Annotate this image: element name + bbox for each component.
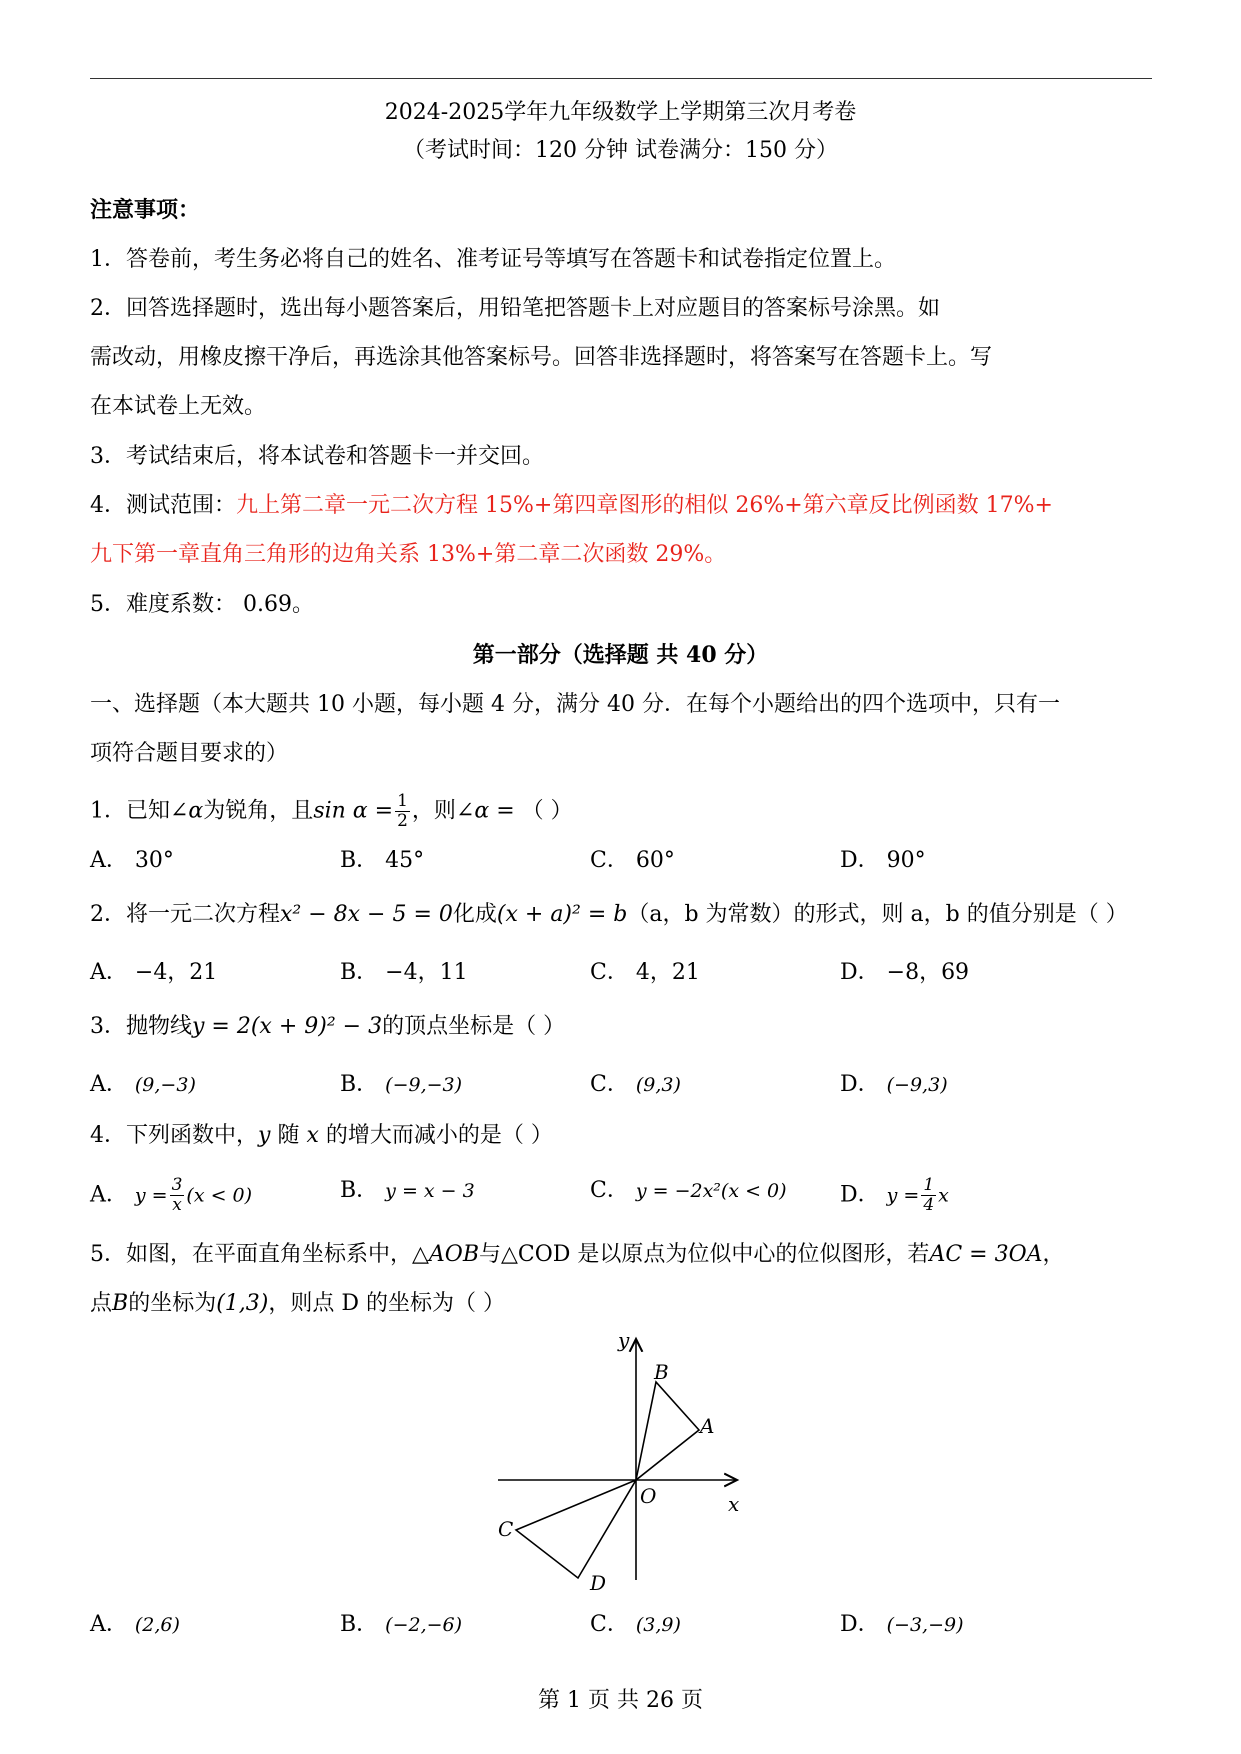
q4-option-a-lhs: y = bbox=[134, 1184, 168, 1207]
q5-option-b bbox=[340, 1610, 462, 1640]
q4-option-d-denominator: 4 bbox=[923, 1195, 935, 1215]
q2-prefix: 2．将一元二次方程 bbox=[90, 902, 280, 927]
q4-option-a bbox=[90, 1176, 252, 1215]
q3-option-b-label: B． bbox=[340, 1072, 379, 1097]
q1-option-d: D． 90° bbox=[840, 848, 926, 873]
q3-option-a-label: A． bbox=[90, 1072, 128, 1097]
q4-option-b-value: y = x − 3 bbox=[385, 1180, 475, 1202]
triangle-aob bbox=[636, 1382, 699, 1480]
q4-option-d-fraction bbox=[921, 1176, 936, 1215]
notice-item-5: 5．难度系数： 0.69。 bbox=[90, 592, 314, 617]
q1-fraction bbox=[395, 792, 410, 831]
q3-option-c-label: C． bbox=[590, 1072, 629, 1097]
question-2 bbox=[90, 900, 1128, 930]
q3-option-c bbox=[590, 1070, 681, 1100]
q5-line-2-tail: ，则点 D 的坐标为（ ） bbox=[268, 1291, 505, 1316]
point-c-label: C bbox=[498, 1517, 514, 1541]
q3-option-d bbox=[840, 1070, 948, 1100]
q4-option-a-denominator: x bbox=[172, 1195, 182, 1215]
notice-item-1: 1．答卷前，考生务必将自己的姓名、准考证号等填写在答题卡和试卷指定位置上。 bbox=[90, 247, 896, 272]
q2-target-form: (x + a)² = b bbox=[496, 902, 628, 927]
q4-option-b bbox=[340, 1176, 475, 1206]
question-3 bbox=[90, 1012, 565, 1042]
q5-option-d bbox=[840, 1610, 964, 1640]
q2-option-a: A． −4，21 bbox=[90, 960, 218, 985]
q3-option-d-label: D． bbox=[840, 1072, 880, 1097]
q4-prefix: 4．下列函数中， bbox=[90, 1123, 258, 1148]
q4-option-c-value: y = −2x²(x < 0) bbox=[635, 1180, 787, 1202]
q1-numerator: 1 bbox=[397, 791, 408, 811]
q5-point-b: B bbox=[112, 1291, 129, 1316]
notice-item-4-scope-cont: 九下第一章直角三角形的边角关系 13%+第二章二次函数 29%。 bbox=[90, 542, 727, 567]
q3-option-a-value: (9,−3) bbox=[134, 1074, 196, 1096]
q3-option-d-value: (−9,3) bbox=[886, 1074, 948, 1096]
notice-item-4-scope: 九上第二章一元二次方程 15%+第四章图形的相似 26%+第六章反比例函数 17%+ bbox=[236, 493, 1053, 518]
q4-option-d-lhs: y = bbox=[886, 1184, 920, 1207]
question-5-line-1 bbox=[90, 1240, 1065, 1270]
section-intro-b: 项符合题目要求的） bbox=[90, 741, 289, 766]
header-rule bbox=[90, 78, 1152, 79]
q5-prefix: 5．如图，在平面直角坐标系中， bbox=[90, 1242, 412, 1267]
q1-angle: ∠α bbox=[170, 798, 204, 824]
q5-option-d-label: D． bbox=[840, 1612, 880, 1637]
q5-option-a-value: (2,6) bbox=[134, 1614, 180, 1636]
q4-option-d bbox=[840, 1176, 949, 1215]
q2-option-b: B． −4，11 bbox=[340, 960, 468, 985]
triangle-cod bbox=[516, 1480, 636, 1578]
q1-tail: ，则 bbox=[411, 798, 456, 824]
point-b-label: B bbox=[654, 1360, 669, 1384]
q4-option-a-fraction bbox=[170, 1176, 185, 1215]
q1-option-b: B． 45° bbox=[340, 848, 425, 873]
q4-option-d-rhs: x bbox=[938, 1184, 949, 1207]
point-d-label: D bbox=[590, 1571, 607, 1595]
q5-option-c-label: C． bbox=[590, 1612, 629, 1637]
q4-var-x: x bbox=[306, 1123, 319, 1148]
q2-option-d: D． −8，69 bbox=[840, 960, 970, 985]
q5-option-b-value: (−2,−6) bbox=[385, 1614, 463, 1636]
q2-tail: （a，b 为常数）的形式，则 a，b 的值分别是（ ） bbox=[627, 902, 1128, 927]
q3-prefix: 3．抛物线 bbox=[90, 1014, 192, 1039]
q2-option-c: C． 4，21 bbox=[590, 960, 700, 985]
q5-figure bbox=[490, 1325, 750, 1595]
q2-mid: 化成 bbox=[452, 902, 497, 927]
q5-mid: 与△COD 是以原点为位似中心的位似图形，若 bbox=[479, 1242, 930, 1267]
q5-line-2-mid: 的坐标为 bbox=[128, 1291, 217, 1316]
q4-option-b-label: B． bbox=[340, 1178, 379, 1203]
q5-coordinate: (1,3) bbox=[216, 1291, 269, 1316]
q3-option-c-value: (9,3) bbox=[635, 1074, 681, 1096]
notice-item-2a: 2．回答选择题时，选出每小题答案后，用铅笔把答题卡上对应题目的答案标号涂黑。如 bbox=[90, 296, 940, 321]
q4-option-d-numerator: 1 bbox=[923, 1175, 935, 1195]
exam-subtitle: （考试时间：120 分钟 试卷满分：150 分） bbox=[403, 138, 838, 163]
y-axis-label: y bbox=[618, 1328, 630, 1352]
origin-label: O bbox=[640, 1484, 657, 1508]
q4-var-y: y bbox=[258, 1123, 271, 1148]
notice-item-3: 3．考试结束后，将本试卷和答题卡一并交回。 bbox=[90, 444, 544, 469]
q5-option-b-label: B． bbox=[340, 1612, 379, 1637]
q3-option-b-value: (−9,−3) bbox=[385, 1074, 463, 1096]
page-footer: 第 1 页 共 26 页 bbox=[538, 1688, 703, 1713]
q3-option-b bbox=[340, 1070, 462, 1100]
q1-denominator: 2 bbox=[397, 811, 408, 831]
x-axis-label: x bbox=[728, 1492, 740, 1516]
q4-mid: 随 bbox=[277, 1123, 300, 1148]
notice-item-4-prefix: 4．测试范围： bbox=[90, 493, 236, 518]
q5-option-c bbox=[590, 1610, 681, 1640]
q3-tail: 的顶点坐标是（ ） bbox=[382, 1014, 566, 1039]
q4-option-c-label: C． bbox=[590, 1178, 629, 1203]
q5-line-2-prefix: 点 bbox=[90, 1291, 113, 1316]
notice-item-4 bbox=[90, 491, 1053, 521]
q1-mid: 为锐角，且 bbox=[203, 798, 314, 824]
q3-option-a bbox=[90, 1070, 196, 1100]
q5-condition: AC = 3OA bbox=[929, 1242, 1043, 1267]
q1-option-a: A． 30° bbox=[90, 848, 174, 873]
question-5-line-2 bbox=[90, 1289, 505, 1319]
q4-tail: 的增大而减小的是（ ） bbox=[325, 1123, 553, 1148]
q1-sin: sin α = bbox=[313, 798, 394, 824]
q4-option-a-rhs: (x < 0) bbox=[186, 1184, 253, 1207]
q5-tail: ， bbox=[1042, 1242, 1065, 1267]
notice-item-2b: 需改动，用橡皮擦干净后，再选涂其他答案标号。回答非选择题时，将答案写在答题卡上。写 bbox=[90, 345, 993, 370]
q5-option-d-value: (−3,−9) bbox=[886, 1614, 964, 1636]
notice-heading: 注意事项： bbox=[90, 197, 201, 223]
q5-option-c-value: (3,9) bbox=[635, 1614, 681, 1636]
q1-option-c: C． 60° bbox=[590, 848, 675, 873]
point-a-label: A bbox=[700, 1414, 715, 1438]
q5-triangle-aob: △AOB bbox=[412, 1242, 480, 1267]
q5-option-a-label: A． bbox=[90, 1612, 128, 1637]
q1-bracket: （ ） bbox=[521, 798, 573, 824]
q2-equation: x² − 8x − 5 = 0 bbox=[280, 902, 453, 927]
q3-equation: y = 2(x + 9)² − 3 bbox=[192, 1014, 383, 1039]
q5-option-a bbox=[90, 1610, 180, 1640]
q4-option-a-label: A． bbox=[90, 1182, 128, 1208]
q1-angle-2: ∠α = bbox=[455, 798, 515, 824]
q1-prefix: 1．已知 bbox=[90, 798, 170, 824]
question-4 bbox=[90, 1121, 553, 1151]
exam-title: 2024-2025学年九年级数学上学期第三次月考卷 bbox=[384, 100, 857, 125]
q4-option-a-numerator: 3 bbox=[171, 1175, 183, 1195]
q4-option-d-label: D． bbox=[840, 1182, 880, 1208]
question-1 bbox=[90, 792, 573, 831]
q4-option-c bbox=[590, 1176, 787, 1206]
section-title: 第一部分（选择题 共 40 分） bbox=[472, 642, 769, 668]
notice-item-2c: 在本试卷上无效。 bbox=[90, 394, 267, 419]
section-intro-a: 一、选择题（本大题共 10 小题，每小题 4 分，满分 40 分．在每个小题给出的四个选项中，只有一 bbox=[90, 692, 1060, 717]
